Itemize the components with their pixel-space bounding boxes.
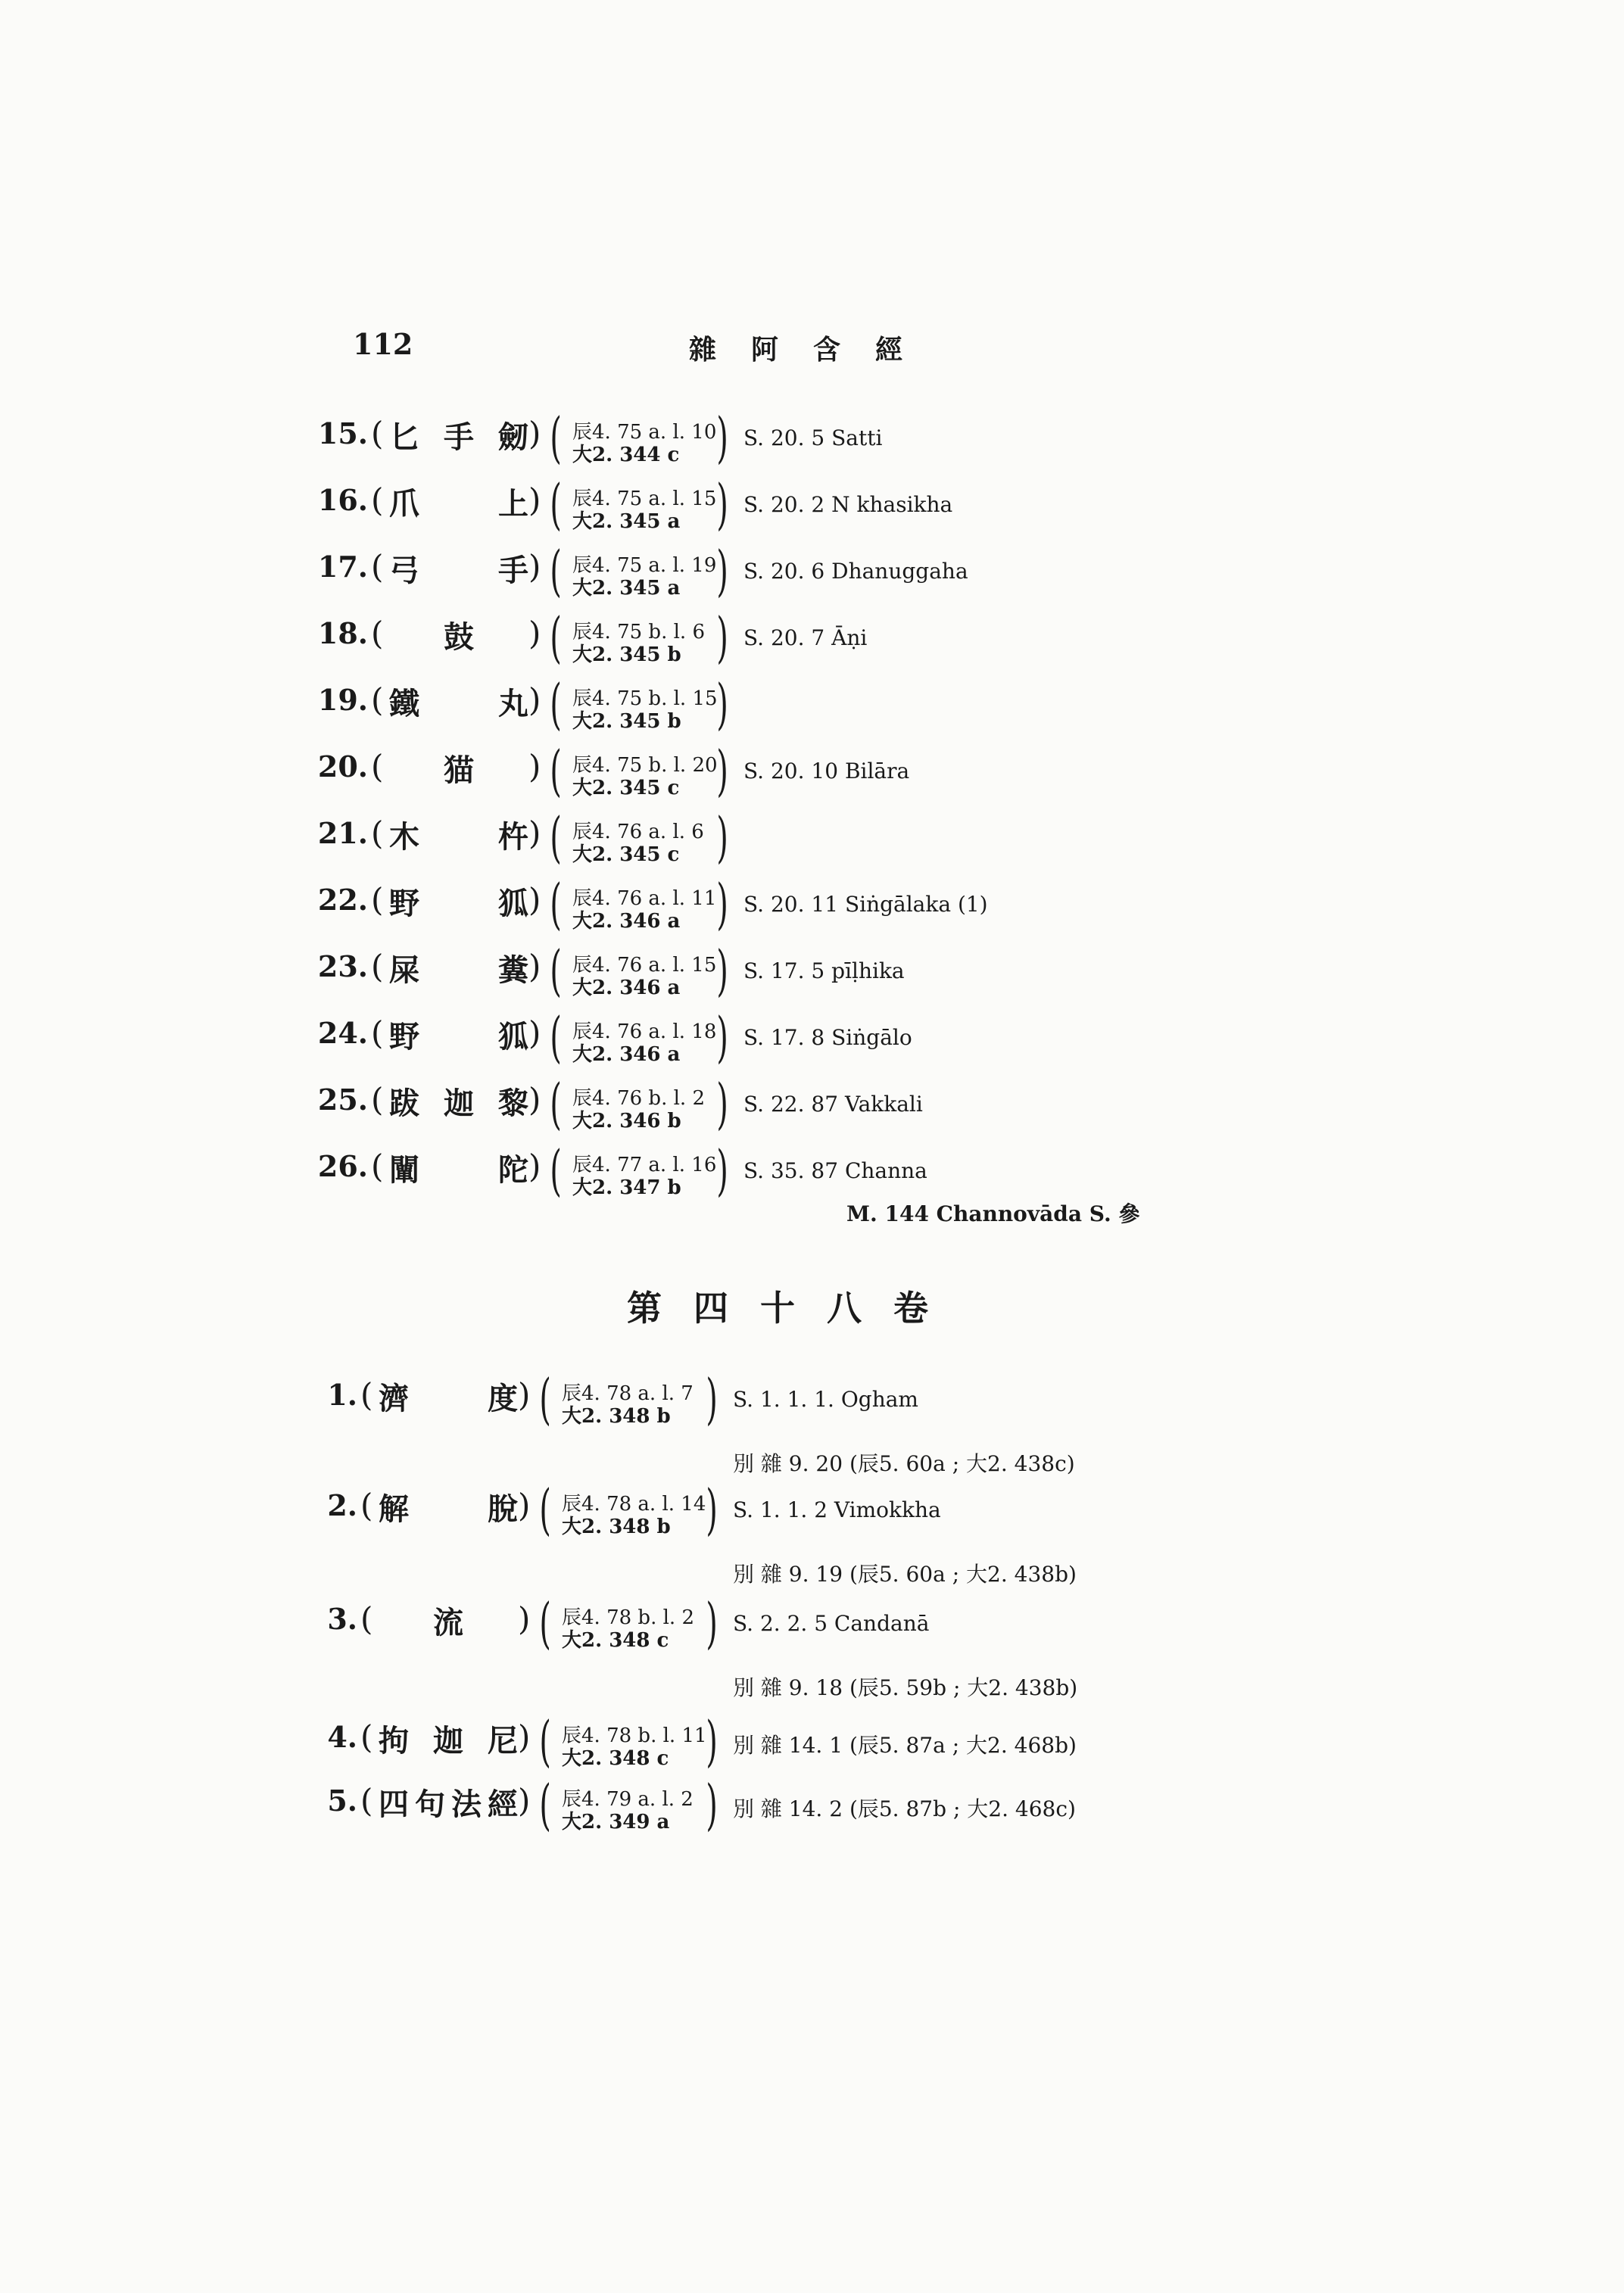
entry-number: 24. <box>317 1016 368 1050</box>
open-paren: ( <box>371 415 384 452</box>
entry-number: 1. <box>327 1378 357 1412</box>
sutra-title <box>389 547 528 590</box>
entry-number: 2. <box>327 1488 357 1522</box>
title-char: 鐵 <box>389 686 419 721</box>
left-bracket: ( <box>550 672 562 736</box>
title-char: 手 <box>444 419 474 455</box>
left-bracket: ( <box>539 1367 551 1431</box>
title-char: 上 <box>498 486 528 522</box>
close-paren: ) <box>528 1081 541 1118</box>
title-char: 杵 <box>498 819 528 855</box>
close-paren: ) <box>528 881 541 918</box>
left-bracket: ( <box>550 1072 562 1136</box>
title-char: 解 <box>379 1491 409 1527</box>
pali-parallel: S. 20. 11 Siṅgālaka (1) <box>743 892 988 917</box>
sutra-title <box>379 1375 518 1418</box>
open-paren: ( <box>371 615 384 652</box>
open-paren: ( <box>371 1014 384 1051</box>
left-bracket: ( <box>539 1478 551 1541</box>
sutra-title <box>379 1781 518 1824</box>
entry-row <box>295 406 1280 471</box>
title-char: 爪 <box>389 486 419 522</box>
entry-row <box>295 939 1280 1004</box>
close-paren: ) <box>518 1487 531 1524</box>
entry-row <box>295 805 1280 871</box>
reference-line-1: 辰4. 77 a. l. 16 <box>572 1154 717 1176</box>
pali-parallel: S. 20. 5 Satti <box>743 425 883 450</box>
reference-line-2: 大2. 348 b <box>562 1516 671 1538</box>
left-bracket: ( <box>550 872 562 936</box>
title-char: 度 <box>488 1381 518 1416</box>
right-bracket: ) <box>716 539 728 603</box>
reference-line-1: 辰4. 76 a. l. 18 <box>572 1020 717 1043</box>
right-bracket: ) <box>716 739 728 802</box>
reference-line-2: 大2. 345 b <box>572 710 681 733</box>
entry-row <box>285 1367 1269 1432</box>
right-bracket: ) <box>706 1367 718 1431</box>
title-char: 濟 <box>379 1381 409 1416</box>
close-paren: ) <box>528 1148 541 1185</box>
entry-row <box>295 539 1280 604</box>
title-char: 跋 <box>389 1086 419 1121</box>
right-bracket: ) <box>716 472 728 536</box>
open-paren: ( <box>371 881 384 918</box>
reference-line-1: 辰4. 78 a. l. 7 <box>562 1382 694 1405</box>
title-char: 匕 <box>389 419 419 455</box>
reference-line-1: 辰4. 76 a. l. 6 <box>572 821 704 843</box>
right-bracket: ) <box>716 939 728 1002</box>
title-char: 黎 <box>498 1086 528 1121</box>
entry-number: 16. <box>317 483 368 517</box>
reference-line-2: 大2. 347 b <box>572 1176 681 1199</box>
title-char: 狐 <box>498 1019 528 1055</box>
reference-line-1: 辰4. 79 a. l. 2 <box>562 1788 694 1811</box>
reference-line-2: 大2. 346 a <box>572 1043 681 1066</box>
pali-parallel: S. 20. 6 Dhanuggaha <box>743 559 968 584</box>
reference-bracket <box>541 1478 722 1547</box>
reference-line-1: 辰4. 75 a. l. 19 <box>572 554 717 577</box>
sutra-title <box>389 1146 528 1189</box>
left-bracket: ( <box>539 1773 551 1837</box>
open-paren: ( <box>371 815 384 852</box>
open-paren: ( <box>371 548 384 585</box>
reference-line-1: 辰4. 76 a. l. 15 <box>572 954 717 977</box>
close-paren: ) <box>528 681 541 718</box>
reference-bracket <box>551 739 733 808</box>
title-char: 句 <box>415 1787 445 1822</box>
entry-26-extra-reference: M. 144 Channovāda S. 參 <box>846 1201 1140 1226</box>
left-bracket: ( <box>550 805 562 869</box>
bie-za-parallel: 別 雜 9. 18 (辰5. 59b ; 大2. 438b) <box>733 1675 1078 1700</box>
reference-line-2: 大2. 346 a <box>572 977 681 999</box>
reference-bracket <box>551 805 733 875</box>
pali-parallel: S. 35. 87 Channa <box>743 1158 927 1183</box>
title-char: 迦 <box>433 1723 463 1759</box>
title-char: 野 <box>389 886 419 921</box>
title-char: 手 <box>498 553 528 588</box>
title-char: 丸 <box>498 686 528 721</box>
entry-row <box>285 1591 1269 1656</box>
entry-row <box>295 872 1280 937</box>
entry-number: 4. <box>327 1720 357 1754</box>
left-bracket: ( <box>550 1005 562 1069</box>
reference-line-2: 大2. 346 a <box>572 910 681 933</box>
close-paren: ) <box>528 548 541 585</box>
close-paren: ) <box>528 815 541 852</box>
close-paren: ) <box>528 415 541 452</box>
pali-parallel: S. 20. 10 Bilāra <box>743 759 910 784</box>
open-paren: ( <box>371 748 384 785</box>
title-char: 屎 <box>389 952 419 988</box>
reference-line-2: 大2. 345 a <box>572 577 681 600</box>
open-paren: ( <box>371 948 384 985</box>
open-paren: ( <box>371 681 384 718</box>
sutra-title <box>389 1080 528 1123</box>
entry-row <box>295 606 1280 671</box>
title-char: 流 <box>433 1605 463 1640</box>
reference-line-1: 辰4. 75 a. l. 10 <box>572 421 717 444</box>
reference-bracket <box>541 1709 722 1779</box>
reference-line-1: 辰4. 78 a. l. 14 <box>562 1493 706 1516</box>
reference-bracket <box>551 939 733 1008</box>
title-char: 狐 <box>498 886 528 921</box>
close-paren: ) <box>518 1782 531 1819</box>
running-title: 雜阿含經 <box>689 334 938 366</box>
reference-line-2: 大2. 348 c <box>562 1629 669 1652</box>
pali-parallel: S. 20. 2 N khasikha <box>743 492 953 517</box>
sutra-title <box>389 880 528 923</box>
close-paren: ) <box>528 948 541 985</box>
reference-bracket <box>541 1367 722 1437</box>
reference-line-2: 大2. 346 b <box>572 1110 681 1132</box>
title-char: 尼 <box>488 1723 518 1759</box>
title-char: 闡 <box>389 1152 419 1188</box>
reference-bracket <box>541 1773 722 1843</box>
pali-parallel: S. 1. 1. 2 Vimokkha <box>733 1497 941 1522</box>
reference-bracket <box>551 1139 733 1208</box>
sutra-title <box>389 746 528 790</box>
open-paren: ( <box>360 1376 373 1413</box>
entry-number: 21. <box>317 816 368 850</box>
title-char: 脫 <box>488 1491 518 1527</box>
right-bracket: ) <box>716 672 728 736</box>
title-char: 鼓 <box>444 619 474 655</box>
reference-bracket <box>551 606 733 675</box>
left-bracket: ( <box>539 1709 551 1773</box>
reference-line-1: 辰4. 75 b. l. 15 <box>572 687 718 710</box>
reference-line-2: 大2. 345 a <box>572 510 681 533</box>
open-paren: ( <box>371 1148 384 1185</box>
right-bracket: ) <box>706 1478 718 1541</box>
entry-row <box>285 1709 1269 1774</box>
left-bracket: ( <box>550 539 562 603</box>
entry-number: 15. <box>317 416 368 450</box>
right-bracket: ) <box>716 606 728 669</box>
reference-bracket <box>551 1005 733 1075</box>
right-bracket: ) <box>716 1005 728 1069</box>
open-paren: ( <box>360 1487 373 1524</box>
right-bracket: ) <box>716 805 728 869</box>
reference-line-2: 大2. 345 c <box>572 777 680 799</box>
left-bracket: ( <box>550 739 562 802</box>
section-title: 第四十八卷 <box>627 1288 960 1329</box>
reference-line-2: 大2. 349 a <box>562 1811 670 1833</box>
title-char: 迦 <box>444 1086 474 1121</box>
entry-row <box>295 672 1280 737</box>
sutra-title <box>389 413 528 456</box>
title-char: 經 <box>488 1787 518 1822</box>
right-bracket: ) <box>706 1591 718 1655</box>
pali-parallel: 別 雜 14. 1 (辰5. 87a ; 大2. 468b) <box>733 1733 1077 1758</box>
sutra-title <box>379 1717 518 1760</box>
entry-number: 3. <box>327 1602 357 1636</box>
reference-bracket <box>551 872 733 942</box>
entry-row <box>295 739 1280 804</box>
close-paren: ) <box>518 1600 531 1637</box>
pali-parallel: S. 2. 2. 5 Candanā <box>733 1611 930 1636</box>
entry-number: 25. <box>317 1083 368 1117</box>
entry-row <box>295 1005 1280 1070</box>
reference-line-2: 大2. 348 b <box>562 1405 671 1428</box>
title-char: 糞 <box>498 952 528 988</box>
pali-parallel: S. 17. 5 pīḷhika <box>743 958 905 983</box>
page-number: 112 <box>353 327 413 361</box>
reference-bracket <box>551 1072 733 1142</box>
entry-number: 20. <box>317 749 368 784</box>
left-bracket: ( <box>539 1591 551 1655</box>
left-bracket: ( <box>550 1139 562 1202</box>
open-paren: ( <box>360 1782 373 1819</box>
left-bracket: ( <box>550 606 562 669</box>
bie-za-parallel: 別 雜 9. 20 (辰5. 60a ; 大2. 438c) <box>733 1451 1075 1476</box>
entry-number: 22. <box>317 883 368 917</box>
reference-line-1: 辰4. 78 b. l. 2 <box>562 1606 694 1629</box>
pali-parallel: S. 22. 87 Vakkali <box>743 1092 923 1117</box>
reference-bracket <box>551 406 733 475</box>
title-char: 木 <box>389 819 419 855</box>
pali-parallel: S. 1. 1. 1. Ogham <box>733 1387 918 1412</box>
entry-row <box>295 472 1280 537</box>
title-char: 野 <box>389 1019 419 1055</box>
entry-number: 5. <box>327 1784 357 1818</box>
close-paren: ) <box>528 748 541 785</box>
left-bracket: ( <box>550 939 562 1002</box>
pali-parallel: 別 雜 14. 2 (辰5. 87b ; 大2. 468c) <box>733 1796 1076 1821</box>
open-paren: ( <box>371 481 384 519</box>
reference-line-2: 大2. 348 c <box>562 1747 669 1770</box>
pali-parallel: S. 17. 8 Siṅgālo <box>743 1025 912 1050</box>
entry-row <box>285 1478 1269 1543</box>
sutra-title <box>379 1599 518 1642</box>
sutra-title <box>389 946 528 989</box>
sutra-title <box>379 1485 518 1528</box>
reference-line-1: 辰4. 75 a. l. 15 <box>572 488 717 510</box>
reference-line-2: 大2. 344 c <box>572 444 680 466</box>
close-paren: ) <box>528 1014 541 1051</box>
sutra-title <box>389 813 528 856</box>
sutra-title <box>389 613 528 656</box>
reference-line-1: 辰4. 76 b. l. 2 <box>572 1087 705 1110</box>
reference-bracket <box>541 1591 722 1661</box>
sutra-title <box>389 680 528 723</box>
reference-line-1: 辰4. 78 b. l. 11 <box>562 1724 707 1747</box>
right-bracket: ) <box>706 1709 718 1773</box>
reference-bracket <box>551 539 733 609</box>
entry-number: 17. <box>317 550 368 584</box>
title-char: 猫 <box>444 752 474 788</box>
title-char: 四 <box>379 1787 409 1822</box>
right-bracket: ) <box>716 1072 728 1136</box>
close-paren: ) <box>528 481 541 519</box>
reference-line-1: 辰4. 75 b. l. 6 <box>572 621 705 643</box>
entry-number: 23. <box>317 949 368 983</box>
entry-row <box>285 1773 1269 1838</box>
title-char: 劒 <box>498 419 528 455</box>
entry-row <box>295 1072 1280 1137</box>
title-char: 弓 <box>389 553 419 588</box>
reference-line-1: 辰4. 75 b. l. 20 <box>572 754 718 777</box>
sutra-title <box>389 1013 528 1056</box>
open-paren: ( <box>360 1600 373 1637</box>
pali-parallel: S. 20. 7 Āṇi <box>743 625 868 650</box>
title-char: 拘 <box>379 1723 409 1759</box>
entry-row <box>295 1139 1280 1204</box>
reference-bracket <box>551 672 733 742</box>
right-bracket: ) <box>716 872 728 936</box>
entry-number: 18. <box>317 616 368 650</box>
reference-bracket <box>551 472 733 542</box>
reference-line-1: 辰4. 76 a. l. 11 <box>572 887 717 910</box>
title-char: 法 <box>451 1787 482 1822</box>
close-paren: ) <box>518 1718 531 1756</box>
open-paren: ( <box>371 1081 384 1118</box>
right-bracket: ) <box>706 1773 718 1837</box>
bie-za-parallel: 別 雜 9. 19 (辰5. 60a ; 大2. 438b) <box>733 1562 1077 1587</box>
right-bracket: ) <box>716 1139 728 1202</box>
reference-line-2: 大2. 345 b <box>572 643 681 666</box>
left-bracket: ( <box>550 472 562 536</box>
title-char: 陀 <box>498 1152 528 1188</box>
right-bracket: ) <box>716 406 728 469</box>
reference-line-2: 大2. 345 c <box>572 843 680 866</box>
open-paren: ( <box>360 1718 373 1756</box>
sutra-title <box>389 480 528 523</box>
entry-number: 26. <box>317 1149 368 1183</box>
close-paren: ) <box>528 615 541 652</box>
close-paren: ) <box>518 1376 531 1413</box>
entry-number: 19. <box>317 683 368 717</box>
left-bracket: ( <box>550 406 562 469</box>
